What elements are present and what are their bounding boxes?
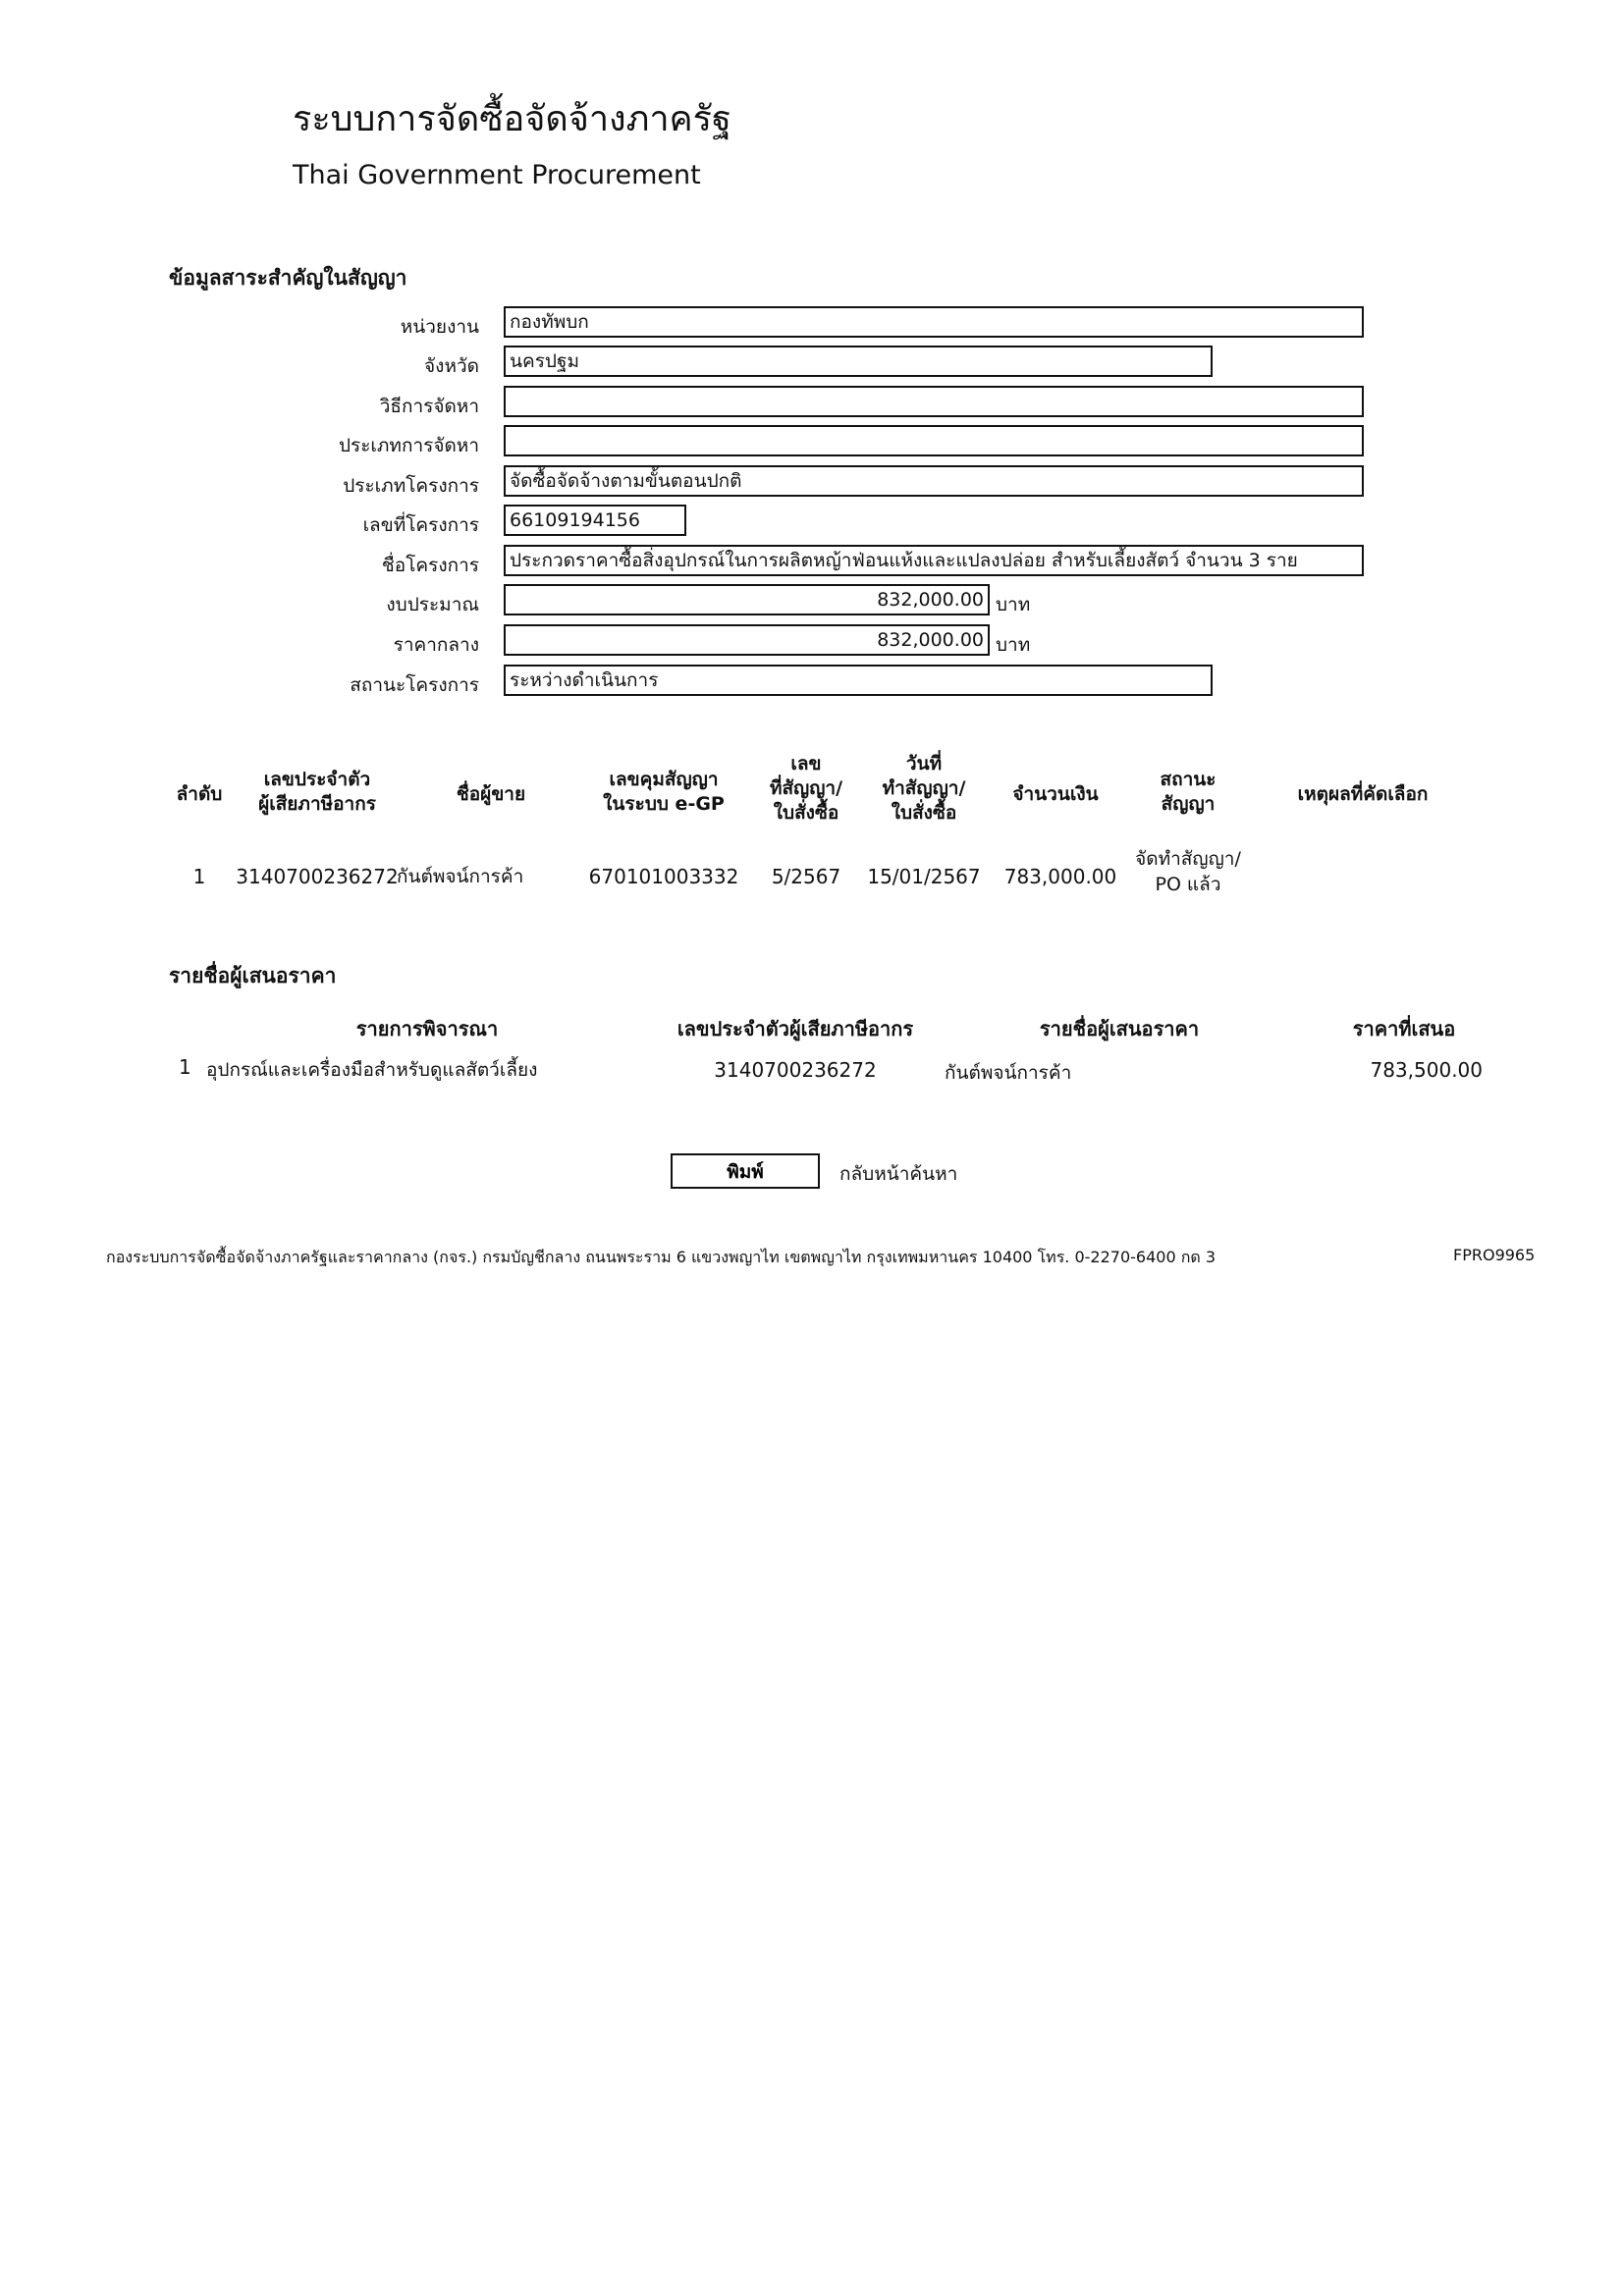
col-taxid-header	[234, 768, 401, 817]
procurement-method-label: วิธีการจัดหา	[379, 396, 479, 417]
procurement-type-label: ประเภทการจัดหา	[338, 435, 479, 456]
bid-col-item-header: รายการพิจารณา	[355, 1017, 499, 1041]
col-date-header	[860, 752, 988, 826]
col-date-header-line2: ทำสัญญา/	[882, 777, 966, 799]
col-date-header-line3: ใบสั่งซื้อ	[891, 802, 957, 824]
province-label: จังหวัด	[424, 355, 479, 377]
project-number-field: 66109194156	[504, 505, 686, 536]
median-price-unit: บาท	[996, 634, 1031, 656]
budget-label: งบประมาณ	[386, 594, 479, 615]
col-control-header	[575, 768, 752, 817]
project-name-field: ประกวดราคาซื้อสิ่งอุปกรณ์ในการผลิตหญ้าฟ่อนแห้งและแปลงปล่อย สำหรับเลี้ยงสัตว์ จำนวน 3 ราย	[504, 545, 1364, 576]
bid-col-bidder-header: รายชื่อผู้เสนอราคา	[1039, 1017, 1200, 1041]
bid-row-seq: 1	[179, 1055, 191, 1079]
footer-code: FPRO9965	[1453, 1246, 1536, 1264]
province-field: นครปฐม	[504, 346, 1213, 377]
col-contract-no-header	[752, 752, 860, 826]
back-to-search-link[interactable]: กลับหน้าค้นหา	[839, 1163, 958, 1185]
col-amount-header: จำนวนเงิน	[1012, 783, 1099, 805]
contract-row-status-line1: จัดทำสัญญา/	[1135, 848, 1241, 870]
col-vendor-header: ชื่อผู้ขาย	[456, 783, 526, 805]
agency-field: กองทัพบก	[504, 306, 1364, 338]
bid-row-price: 783,500.00	[1370, 1058, 1483, 1082]
contract-row-control-no: 670101003332	[588, 865, 739, 888]
col-reason-header: เหตุผลที่คัดเลือก	[1297, 783, 1429, 805]
project-status-label: สถานะโครงการ	[350, 674, 479, 696]
contract-row-seq: 1	[192, 865, 206, 888]
contract-row-status	[1119, 846, 1257, 897]
project-name-label: ชื่อโครงการ	[381, 555, 479, 576]
col-taxid-header-line1: เลขประจำตัว	[263, 769, 371, 790]
bid-col-taxid-header: เลขประจำตัวผู้เสียภาษีอากร	[676, 1017, 914, 1041]
budget-field: 832,000.00	[504, 584, 990, 615]
col-status-header	[1119, 768, 1257, 817]
bidders-heading: รายชื่อผู้เสนอราคา	[169, 964, 337, 988]
project-type-label: ประเภทโครงการ	[343, 475, 479, 497]
project-status-field: ระหว่างดำเนินการ	[504, 665, 1213, 696]
col-contract-no-header-line1: เลข	[790, 753, 822, 774]
contract-row-amount: 783,000.00	[1003, 865, 1117, 888]
col-control-header-line2: ในระบบ e-GP	[603, 793, 725, 815]
bid-row-taxid: 3140700236272	[714, 1058, 877, 1082]
median-price-field: 832,000.00	[504, 624, 990, 656]
col-status-header-line1: สถานะ	[1160, 769, 1217, 790]
contract-info-heading: ข้อมูลสาระสำคัญในสัญญา	[169, 266, 407, 290]
contract-row-vendor: กันต์พจน์การค้า	[397, 866, 524, 887]
page-subtitle: Thai Government Procurement	[293, 160, 701, 190]
bid-row-item: อุปกรณ์และเครื่องมือสำหรับดูแลสัตว์เลี้ยง	[206, 1059, 538, 1081]
contract-row-contract-no: 5/2567	[771, 865, 841, 888]
bid-row-bidder: กันต์พจน์การค้า	[945, 1062, 1072, 1084]
col-seq-header: ลำดับ	[176, 783, 223, 805]
page-title: ระบบการจัดซื้อจัดจ้างภาครัฐ	[293, 99, 731, 139]
col-contract-no-header-line3: ใบสั่งซื้อ	[773, 802, 839, 824]
procurement-type-field	[504, 425, 1364, 456]
median-price-label: ราคากลาง	[393, 634, 479, 656]
col-taxid-header-line2: ผู้เสียภาษีอากร	[258, 793, 376, 815]
footer-text: กองระบบการจัดซื้อจัดจ้างภาครัฐและราคากลาง (กจร.) กรมบัญชีกลาง ถนนพระราม 6 แขวงพญาไท เขตพญาไท กรุงเทพมหานคร 10400 โทร. 0-2270-6400 กด 3	[106, 1248, 1217, 1266]
contract-row-taxid: 3140700236272	[236, 865, 399, 888]
contract-row-date: 15/01/2567	[867, 865, 981, 888]
project-number-label: เลขที่โครงการ	[362, 514, 479, 536]
contract-row-status-line2: PO แล้ว	[1155, 874, 1221, 895]
procurement-method-field	[504, 386, 1364, 417]
budget-unit: บาท	[996, 594, 1031, 615]
bid-col-price-header: ราคาที่เสนอ	[1352, 1017, 1456, 1041]
print-button[interactable]: พิมพ์	[671, 1153, 820, 1189]
project-type-field: จัดซื้อจัดจ้างตามขั้นตอนปกติ	[504, 465, 1364, 497]
col-date-header-line1: วันที่	[905, 753, 943, 774]
col-control-header-line1: เลขคุมสัญญา	[609, 769, 719, 790]
agency-label: หน่วยงาน	[400, 316, 479, 338]
col-status-header-line2: สัญญา	[1161, 793, 1216, 815]
col-contract-no-header-line2: ที่สัญญา/	[769, 777, 843, 799]
